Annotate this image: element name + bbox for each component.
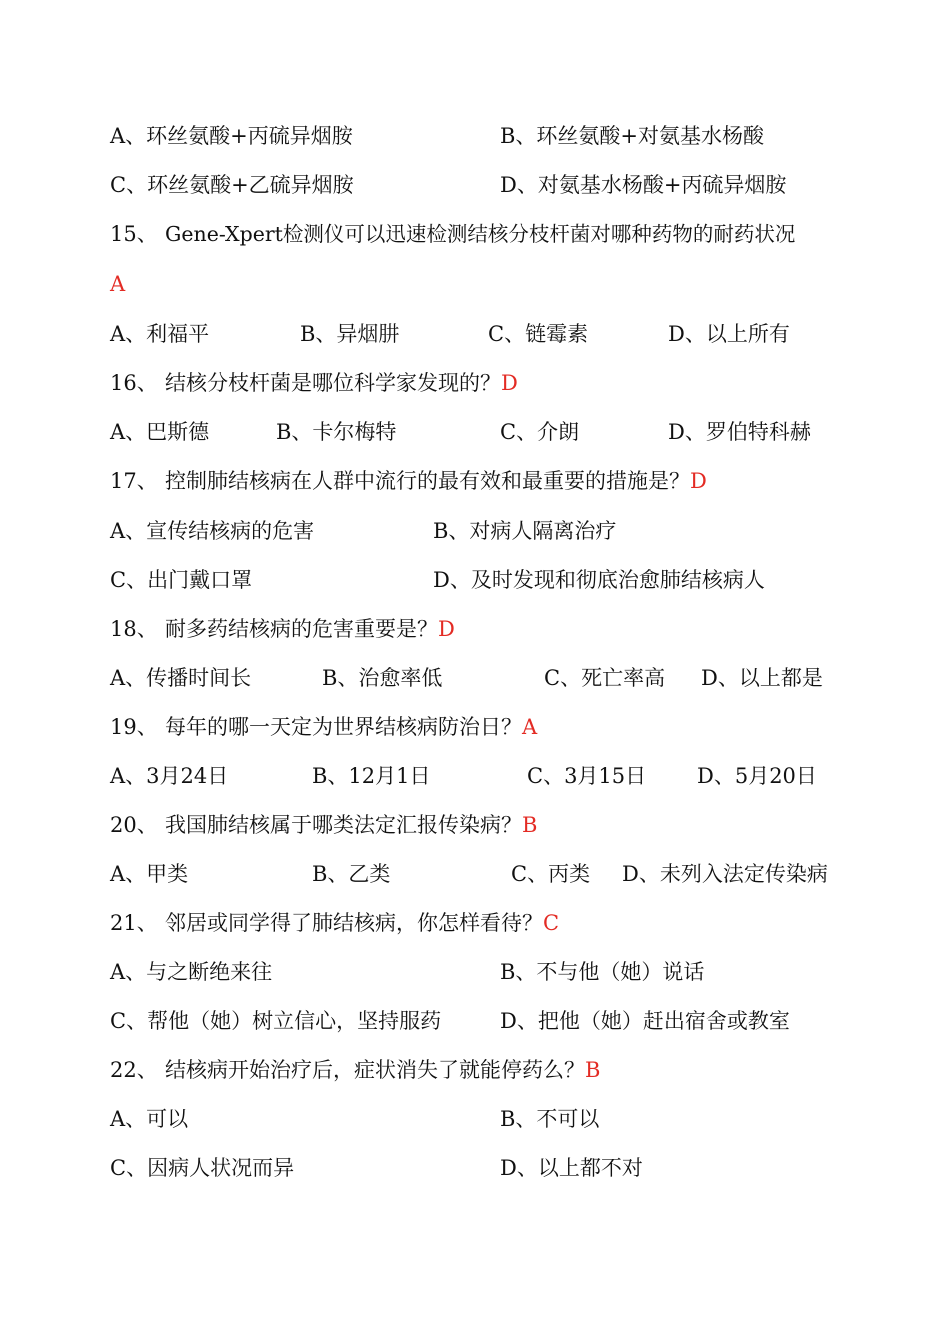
option-b: B、不可以 — [500, 1107, 600, 1131]
option-row — [0, 858, 950, 890]
option-a: A、传播时间长 — [110, 666, 252, 690]
question-number: 22、 — [110, 1058, 158, 1082]
option-c: C、介朗 — [500, 420, 580, 444]
option-d: D、及时发现和彻底治愈肺结核病人 — [433, 568, 765, 592]
question-text-body: 我国肺结核属于哪类法定汇报传染病？ — [165, 813, 522, 837]
question-text-body: 每年的哪一天定为世界结核病防治日？ — [165, 715, 522, 739]
question-row — [0, 907, 950, 939]
option-row — [0, 662, 950, 694]
option-row — [0, 760, 950, 792]
question-text — [165, 711, 537, 743]
question-row — [0, 1054, 950, 1086]
option-row — [0, 318, 950, 350]
option-a: A、3月24日 — [110, 764, 229, 788]
question-number: 15、 — [110, 222, 158, 246]
answer-mark: D — [501, 371, 518, 395]
option-d: D、把他（她）赶出宿舍或教室 — [500, 1009, 790, 1033]
option-d: D、5月20日 — [697, 764, 817, 788]
option-c: C、因病人状况而异 — [110, 1156, 295, 1180]
option-d: D、对氨基水杨酸+丙硫异烟胺 — [500, 173, 787, 197]
option-b: B、治愈率低 — [322, 666, 443, 690]
option-b: B、不与他（她）说话 — [500, 960, 705, 984]
question-row — [0, 613, 950, 645]
option-b: B、12月1日 — [312, 764, 431, 788]
question-text — [165, 907, 559, 939]
option-row — [0, 1103, 950, 1135]
question-number: 20、 — [110, 813, 158, 837]
option-a: A、巴斯德 — [110, 420, 210, 444]
option-c: C、出门戴口罩 — [110, 568, 253, 592]
option-b: B、卡尔梅特 — [276, 420, 397, 444]
option-row — [0, 120, 950, 152]
question-number: 21、 — [110, 911, 158, 935]
question-row — [0, 465, 950, 497]
answer-mark: A — [522, 715, 538, 739]
option-d: D、以上所有 — [668, 322, 790, 346]
answer-mark: A — [110, 272, 126, 296]
option-row — [0, 956, 950, 988]
question-row — [0, 711, 950, 743]
option-a: A、环丝氨酸+丙硫异烟胺 — [110, 124, 353, 148]
question-text-body: 邻居或同学得了肺结核病，你怎样看待？ — [165, 911, 543, 935]
option-a: A、与之断绝来往 — [110, 960, 273, 984]
option-row — [0, 515, 950, 547]
question-number: 16、 — [110, 371, 158, 395]
option-d: D、未列入法定传染病 — [622, 862, 828, 886]
option-c: C、3月15日 — [527, 764, 647, 788]
option-a: A、宣传结核病的危害 — [110, 519, 315, 543]
question-text — [165, 613, 455, 645]
option-b: B、乙类 — [312, 862, 391, 886]
option-b: B、异烟肼 — [300, 322, 400, 346]
option-b: B、环丝氨酸+对氨基水杨酸 — [500, 124, 765, 148]
question-number: 19、 — [110, 715, 158, 739]
option-d: D、以上都是 — [701, 666, 823, 690]
option-row — [0, 169, 950, 201]
answer-mark: B — [585, 1058, 601, 1082]
question-text-body: 控制肺结核病在人群中流行的最有效和最重要的措施是？ — [165, 469, 690, 493]
question-number: 17、 — [110, 469, 158, 493]
option-a: A、利福平 — [110, 322, 210, 346]
question-row — [0, 809, 950, 841]
question-text — [165, 367, 518, 399]
answer-row — [0, 268, 950, 300]
question-text — [165, 465, 707, 497]
answer-mark: B — [522, 813, 538, 837]
option-c: C、丙类 — [511, 862, 591, 886]
question-text-body: 结核病开始治疗后，症状消失了就能停药么？ — [165, 1058, 585, 1082]
option-d: D、罗伯特科赫 — [668, 420, 811, 444]
question-row — [0, 218, 950, 250]
question-number: 18、 — [110, 617, 158, 641]
answer-mark: C — [543, 911, 560, 935]
option-row — [0, 1152, 950, 1184]
option-a: A、可以 — [110, 1107, 189, 1131]
question-text: Gene-Xpert检测仪可以迅速检测结核分枝杆菌对哪种药物的耐药状况 — [165, 222, 796, 246]
question-row — [0, 367, 950, 399]
answer-mark: D — [690, 469, 707, 493]
option-row — [0, 416, 950, 448]
question-text-body: 结核分枝杆菌是哪位科学家发现的？ — [165, 371, 501, 395]
option-b: B、对病人隔离治疗 — [433, 519, 617, 543]
option-a: A、甲类 — [110, 862, 189, 886]
option-c: C、环丝氨酸+乙硫异烟胺 — [110, 173, 354, 197]
question-text — [165, 1054, 600, 1086]
option-c: C、链霉素 — [488, 322, 589, 346]
question-text — [165, 809, 537, 841]
answer-mark: D — [438, 617, 455, 641]
question-text-body: 耐多药结核病的危害重要是？ — [165, 617, 438, 641]
option-c: C、死亡率高 — [544, 666, 666, 690]
option-row — [0, 564, 950, 596]
option-d: D、以上都不对 — [500, 1156, 643, 1180]
option-c: C、帮他（她）树立信心，坚持服药 — [110, 1009, 442, 1033]
option-row — [0, 1005, 950, 1037]
